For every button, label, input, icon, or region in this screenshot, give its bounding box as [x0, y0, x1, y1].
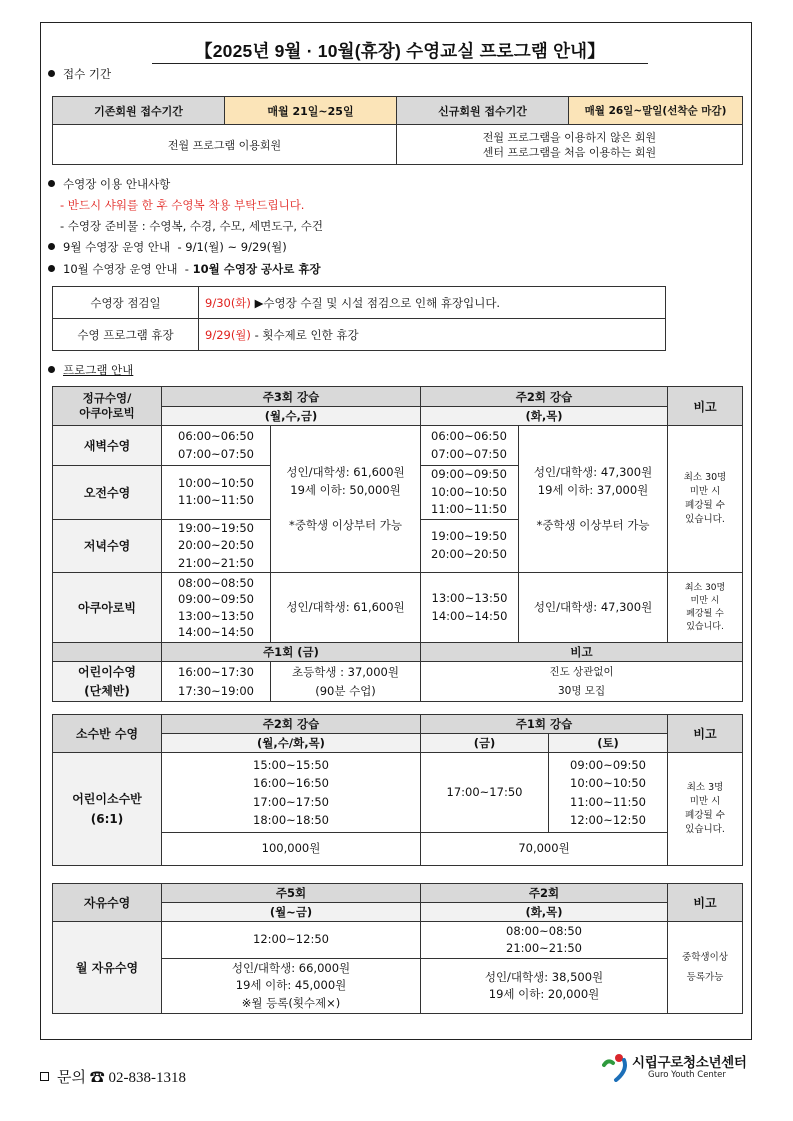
new-desc-line-1: 전월 프로그램을 이용하지 않은 회원	[482, 130, 657, 144]
small-col-b-title: 주1회 강습	[421, 715, 668, 734]
time-slots-3x: 10:00~10:50 11:00~11:50	[162, 466, 271, 520]
contact-phone[interactable]: 02-838-1318	[108, 1070, 186, 1086]
oct-dash: -	[184, 262, 189, 276]
free-note: 중학생이상 등록가능	[668, 922, 743, 1014]
aqua-note: 최소 30명 미만 시 폐강될 수 있습니다.	[668, 573, 743, 643]
closure-table	[52, 286, 666, 351]
free-class-name: 월 자유수영	[53, 922, 162, 1014]
free-swim-table	[52, 883, 743, 1014]
small-times-a: 15:00~15:50 16:00~16:50 17:00~17:50 18:00~18:50	[162, 753, 421, 833]
col3-title: 주3회 강습	[162, 387, 421, 407]
small-col-fri: (금)	[421, 734, 549, 753]
kids-note-header: 비고	[421, 643, 743, 662]
free-price-b: 성인/대학생: 38,500원 19세 이하: 20,000원	[421, 959, 668, 1014]
note-header: 비고	[668, 387, 743, 426]
logo-english: Guro Youth Center	[648, 1070, 726, 1080]
closure-label: 수영장 점검일	[53, 287, 199, 319]
kids-note-2: 30명 모집	[557, 684, 606, 697]
table-row	[53, 753, 743, 833]
existing-period: 매월 21일~25일	[225, 97, 397, 125]
bullet-icon	[48, 243, 55, 250]
small-price-b: 70,000원	[421, 833, 668, 866]
free-col-a-title: 주5회	[162, 884, 421, 903]
time-slots-3x: 06:00~06:50 07:00~07:50	[162, 426, 271, 466]
free-time-b: 08:00~08:50 21:00~21:50	[421, 922, 668, 959]
small-price-a: 100,000원	[162, 833, 421, 866]
small-class-table	[52, 714, 743, 866]
closure-detail	[199, 287, 666, 319]
center-logo	[602, 1050, 752, 1084]
closure-date: 9/30(화)	[205, 295, 251, 310]
table-row	[53, 922, 743, 959]
aqua-price-2x: 성인/대학생: 47,300원	[519, 573, 668, 643]
kids-time-1: 16:00~17:30	[178, 664, 254, 679]
aqua-times-2x: 13:00~13:50 14:00~14:50	[421, 573, 519, 643]
closure-row	[53, 287, 666, 319]
notice-heading-text: 수영장 이용 안내사항	[63, 177, 171, 191]
checkbox-icon	[40, 1072, 49, 1081]
closure-detail	[199, 319, 666, 351]
col2-title: 주2회 강습	[421, 387, 668, 407]
kids-note	[421, 662, 743, 702]
new-label: 신규회원 접수기간	[397, 97, 569, 125]
bullet-icon	[48, 366, 55, 373]
free-note-header: 비고	[668, 884, 743, 922]
col3-days: (월,수,금)	[162, 407, 421, 426]
closure-desc: - 횟수제로 인한 휴강	[250, 327, 359, 342]
regular-program-table	[52, 386, 743, 702]
kids-times	[162, 662, 271, 702]
aqua-times-3x: 08:00~08:50 09:00~09:50 13:00~13:50 14:00~14:50	[162, 573, 271, 643]
new-desc	[397, 125, 743, 165]
registration-heading	[48, 66, 111, 82]
class-name: 새벽수영	[53, 426, 162, 466]
small-corner-header: 소수반 수영	[53, 715, 162, 753]
small-note: 최소 3명 미만 시 폐강될 수 있습니다.	[668, 753, 743, 866]
registration-heading-text: 접수 기간	[63, 67, 112, 81]
logo-mark-icon	[602, 1052, 630, 1082]
small-col-a-title: 주2회 강습	[162, 715, 421, 734]
price-2x: 성인/대학생: 47,300원 19세 이하: 37,000원 *중학생 이상부터 가능	[519, 426, 668, 573]
program-heading-text: 프로그램 안내	[63, 363, 134, 377]
bullet-icon	[48, 265, 55, 272]
oct-label: 10월 수영장 운영 안내	[63, 262, 178, 276]
sep-value: - 9/1(월) ~ 9/29(월)	[177, 240, 287, 254]
small-times-sat: 09:00~09:50 10:00~10:50 11:00~11:50 12:00~12:50	[549, 753, 668, 833]
logo-name: 시립구로청소년센터	[632, 1055, 747, 1071]
kids-header-blank	[53, 643, 162, 662]
small-note-header: 비고	[668, 715, 743, 753]
time-slots-3x: 19:00~19:50 20:00~20:50 21:00~21:50	[162, 519, 271, 573]
closure-label: 수영 프로그램 휴장	[53, 319, 199, 351]
small-times-fri: 17:00~17:50	[421, 753, 549, 833]
bullet-icon	[48, 70, 55, 77]
table-row	[53, 426, 743, 466]
small-col-sat: (토)	[549, 734, 668, 753]
notice-supplies: - 수영장 준비물 : 수영복, 수경, 수모, 세면도구, 수건	[60, 219, 323, 233]
class-name: 오전수영	[53, 466, 162, 520]
contact-label: 문의	[57, 1070, 86, 1086]
note: 최소 30명 미만 시 폐강될 수 있습니다.	[668, 426, 743, 573]
small-class-name: 어린이소수반 (6:1)	[53, 753, 162, 866]
contact-info	[40, 1066, 186, 1087]
time-slots-2x: 06:00~06:50 07:00~07:50	[421, 426, 519, 466]
table-row	[53, 573, 743, 643]
bullet-icon	[48, 180, 55, 187]
aqua-price-3x: 성인/대학생: 61,600원	[271, 573, 421, 643]
kids-class-name: 어린이수영 (단체반)	[53, 662, 162, 702]
new-desc-line-2: 센터 프로그램을 처음 이용하는 회원	[482, 145, 657, 159]
closure-date: 9/29(월)	[205, 327, 251, 342]
time-slots-2x: 19:00~19:50 20:00~20:50	[421, 519, 519, 573]
page-title: 【2025년 9월 · 10월(휴장) 수영교실 프로그램 안내】	[152, 40, 648, 64]
kids-duration: (90분 수업)	[315, 683, 376, 698]
existing-desc: 전월 프로그램 이용회원	[53, 125, 397, 165]
col2-days: (화,목)	[421, 407, 668, 426]
registration-table	[52, 96, 743, 165]
free-col-a-days: (월~금)	[162, 903, 421, 922]
closure-row	[53, 319, 666, 351]
free-price-a: 성인/대학생: 66,000원 19세 이하: 45,000원 ※월 등록(횟수제×)	[162, 959, 421, 1014]
regular-corner-header: 정규수영/ 아쿠아로빅	[53, 387, 162, 426]
kids-header: 주1회 (금)	[162, 643, 421, 662]
kids-note-1: 진도 상관없이	[549, 665, 614, 678]
phone-icon: ☎	[89, 1070, 105, 1086]
closure-desc: ▶수영장 수질 및 시설 점검으로 인해 휴장입니다.	[254, 295, 501, 310]
class-name: 저녁수영	[53, 519, 162, 573]
new-period: 매월 26일~말일(선착순 마감)	[569, 97, 743, 125]
free-corner-header: 자유수영	[53, 884, 162, 922]
free-col-b-days: (화,목)	[421, 903, 668, 922]
oct-value: 10월 수영장 공사로 휴장	[192, 262, 321, 276]
kids-time-2: 17:30~19:00	[178, 683, 254, 698]
program-heading	[48, 362, 133, 378]
notice-heading	[48, 176, 170, 192]
sep-operation	[48, 239, 287, 255]
free-time-a: 12:00~12:50	[162, 922, 421, 959]
time-slots-2x: 09:00~09:50 10:00~10:50 11:00~11:50	[421, 466, 519, 520]
existing-label: 기존회원 접수기간	[53, 97, 225, 125]
small-col-a-days: (월,수/화,목)	[162, 734, 421, 753]
notice-shower: - 반드시 샤워를 한 후 수영복 착용 부탁드립니다.	[60, 198, 305, 212]
table-row	[53, 662, 743, 702]
kids-price-value: 초등학생 : 37,000원	[292, 664, 399, 679]
class-name: 아쿠아로빅	[53, 573, 162, 643]
sep-label: 9월 수영장 운영 안내	[63, 240, 171, 254]
kids-price	[271, 662, 421, 702]
oct-operation	[48, 261, 321, 277]
price-3x: 성인/대학생: 61,600원 19세 이하: 50,000원 *중학생 이상부터 가능	[271, 426, 421, 573]
free-col-b-title: 주2회	[421, 884, 668, 903]
